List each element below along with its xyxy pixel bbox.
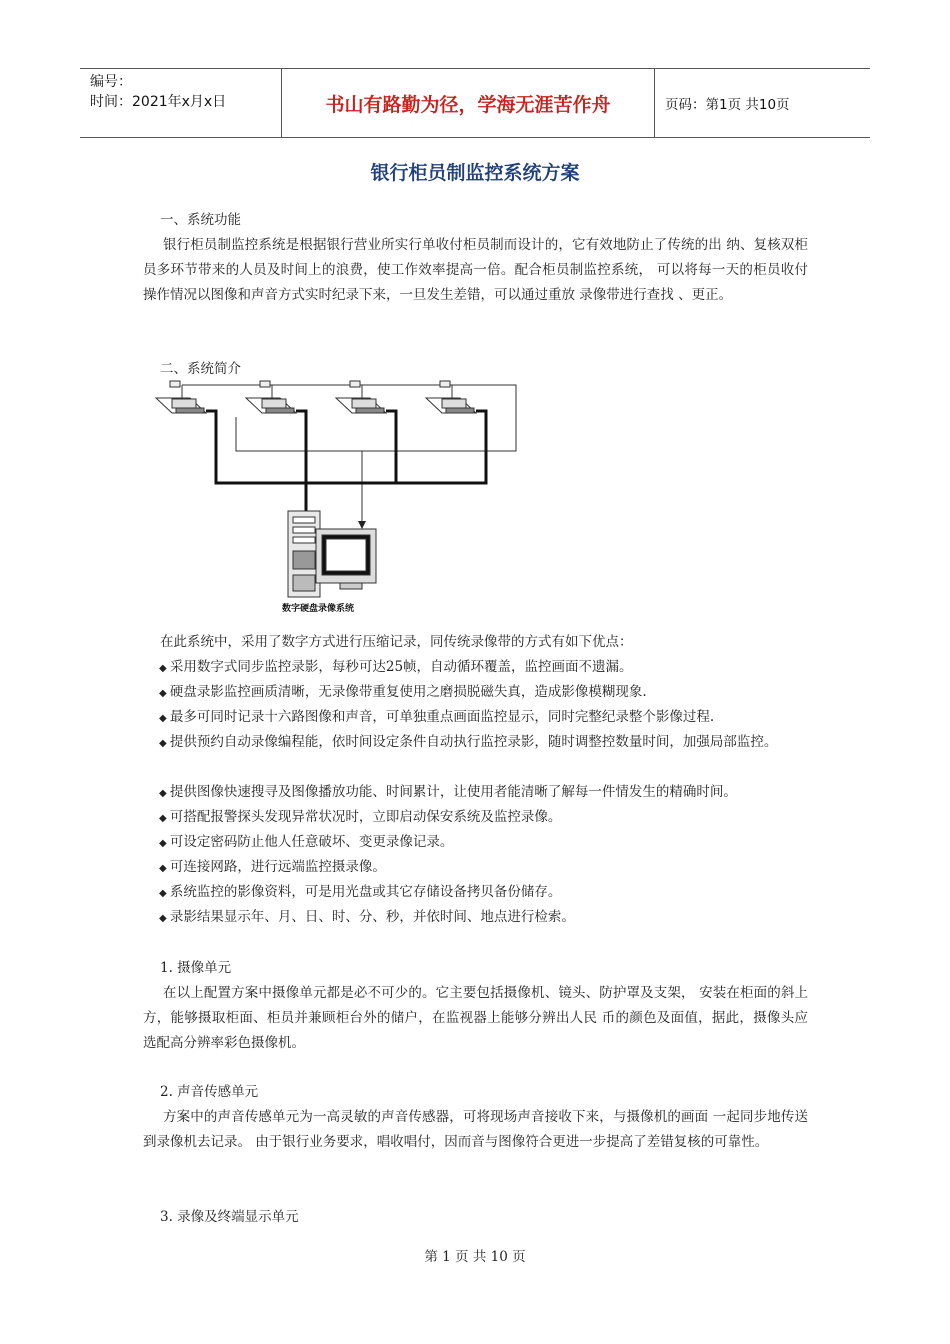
bullet-item: ◆ 系统监控的影像资料，可是用光盘或其它存储设备拷贝备份储存。 (143, 880, 808, 906)
section-heading-2: 二、系统简介 (160, 361, 241, 377)
bullet-item: ◆ 最多可同时记录十六路图像和声音，可单独重点画面监控显示，同时完整纪录整个影像过程. (143, 705, 808, 731)
unit-1-paragraph: 在以上配置方案中摄像单元都是必不可少的。它主要包括摄像机、镜头、防护罩及支架， 安装在柜面的斜上方，能够摄取柜面、柜员并兼顾柜台外的储户，在监视器上能够分辨出人民 币的颜色及面值，据此，摄像头应选配高分辨率彩色摄像机。 (143, 985, 808, 1051)
bullet-item: ◆ 可设定密码防止他人任意破坏、变更录像记录。 (143, 830, 808, 856)
document-title: 银行柜员制监控系统方案 (370, 162, 580, 184)
bullet-item: ◆ 录影结果显示年、月、日、时、分、秒，并依时间、地点进行检索。 (143, 905, 808, 931)
bullet-item: ◆ 提供图像快速搜寻及图像播放功能、时间累计，让使用者能清晰了解每一件情发生的精确时间。 (143, 780, 808, 806)
bullet-item: ◆ 硬盘录影监控画质清晰，无录像带重复使用之磨损脱磁失真，造成影像模糊现象. (143, 680, 808, 706)
camera-icon (246, 381, 296, 413)
monitor-icon (316, 529, 376, 589)
bullet-item: ◆ 可搭配报警探头发现异常状况时，立即启动保安系统及监控录像。 (143, 805, 808, 831)
diagram-label: 数字硬盘录像系统 (282, 604, 355, 614)
dvr-tower-icon (288, 511, 320, 597)
camera-icon (426, 381, 476, 413)
section-heading-1: 一、系统功能 (160, 212, 241, 228)
intro-text: 在此系统中，采用了数字方式进行压缩记录，同传统录像带的方式有如下优点： (160, 634, 633, 650)
header-left (90, 72, 280, 112)
unit-heading-1: 1. 摄像单元 (160, 960, 232, 976)
page-footer: 第 1 页 共 10 页 (424, 1249, 526, 1265)
number-label: 编号： (90, 74, 132, 90)
system-diagram (150, 375, 540, 620)
camera-icon (156, 381, 206, 413)
motto: 书山有路勤为径，学海无涯苦作舟 (281, 69, 655, 137)
page-info: 页码：第1页 共10页 (665, 97, 790, 113)
unit-heading-2: 2. 声音传感单元 (160, 1084, 259, 1100)
bullet-item: ◆ 可连接网路，进行远端监控摄录像。 (143, 855, 808, 881)
bullet-item: ◆ 提供预约自动录像编程能，依时间设定条件自动执行监控录影，随时调整控数量时间，加强局部监控。 (143, 730, 808, 756)
unit-heading-3: 3. 录像及终端显示单元 (160, 1209, 299, 1225)
header-table (80, 68, 870, 138)
time-label: 时间：2021年x月x日 (90, 94, 227, 110)
section-1-paragraph: 银行柜员制监控系统是根据银行营业所实行单收付柜员制而设计的，它有效地防止了传统的出 纳、复核双柜员多环节带来的人员及时间上的浪费，使工作效率提高一倍。配合柜员制监控系统， 可以将每一天的柜员收付操作情况以图像和声音方式实时纪录下来，一旦发生差错，可以通过重放 录像带进行查找 、更正。 (143, 237, 808, 303)
unit-2-paragraph: 方案中的声音传感单元为一高灵敏的声音传感器，可将现场声音接收下来，与摄像机的画面 一起同步地传送到录像机去记录。 由于银行业务要求，唱收唱付，因而音与图像符合更进一步提高了差错复核的可靠性。 (143, 1109, 808, 1150)
camera-icon (336, 381, 386, 413)
bullet-item: ◆ 采用数字式同步监控录影，每秒可达25帧，自动循环覆盖，监控画面不遗漏。 (143, 655, 808, 681)
